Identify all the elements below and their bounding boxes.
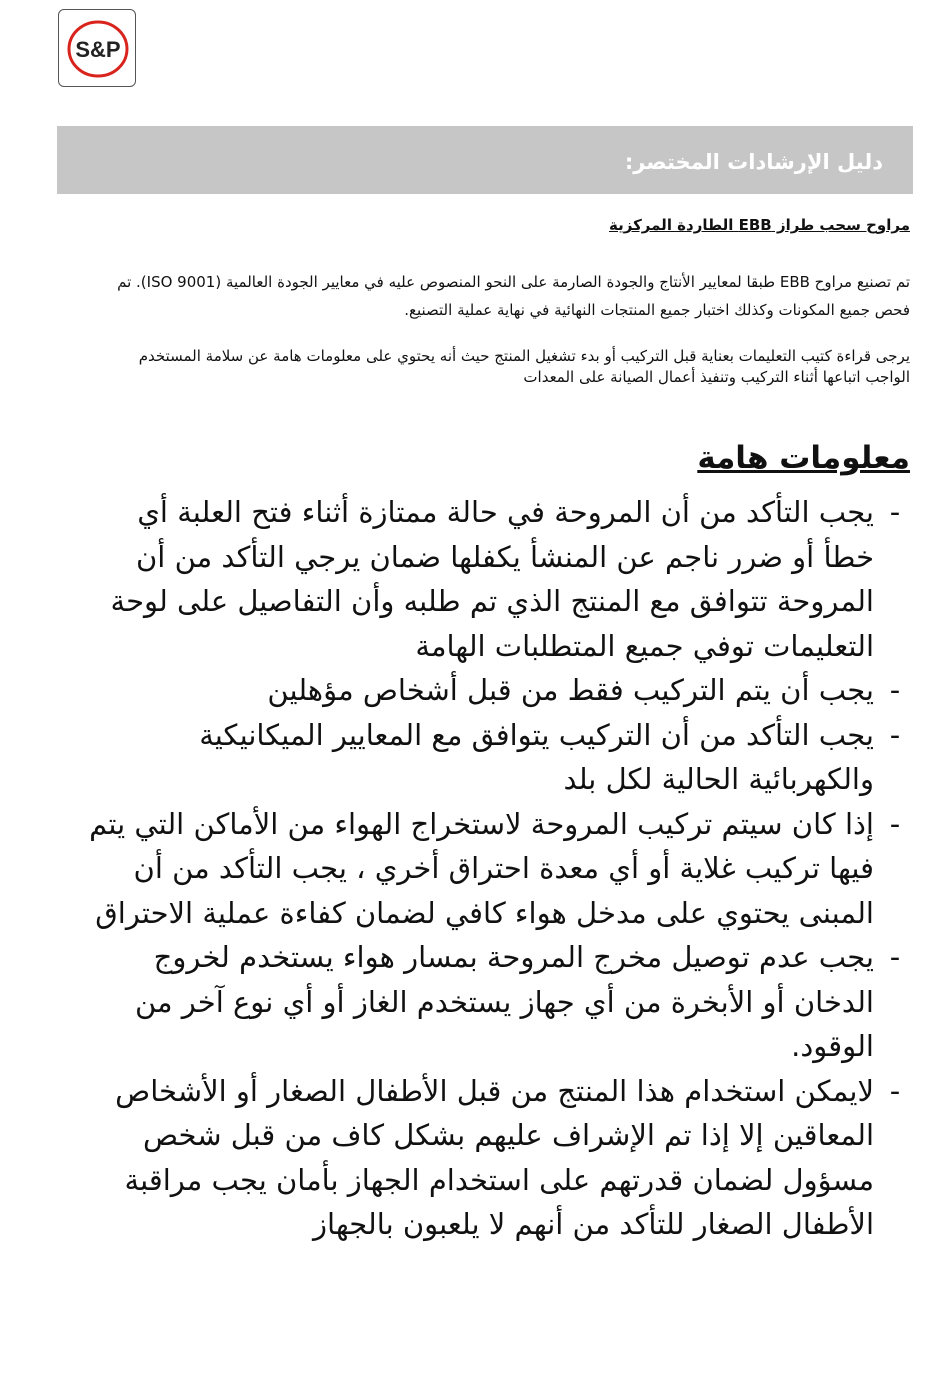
important-info-list (80, 490, 910, 1247)
list-item-text: لايمكن استخدام هذا المنتج من قبل الأطفال الصغار أو الأشخاص المعاقين إلا إذا تم الإشراف عليهم بشكل كاف من قبل شخص مسؤول لضمان قدرتهم على استخدام الجهاز بأمان يجب مراقبة الأطفال الصغار للتأكد من أنهم لا يلعبون بالجهاز (115, 1073, 874, 1241)
list-item (80, 713, 910, 802)
list-item (80, 935, 910, 1069)
important-info-heading: معلومات هامة (697, 440, 910, 476)
sp-logo-icon (59, 10, 137, 88)
intro-paragraph-instructions: يرجى قراءة كتيب التعليمات بعناية قبل التركيب أو بدء تشغيل المنتج حيث أنه يحتوي على معلومات هامة عن سلامة المستخدم الواجب اتباعها أثناء التركيب وتنفيذ أعمال الصيانة على المعدات (138, 347, 910, 386)
section-banner (57, 126, 913, 194)
bullet-dash: - (889, 495, 901, 529)
product-subtitle: مراوح سحب طراز EBB الطاردة المركزية (609, 216, 910, 234)
list-item-text: يجب التأكد من أن المروحة في حالة ممتازة أثناء فتح العلبة أي خطأ أو ضرر ناجم عن المنشأ يكفلها ضمان يرجي التأكد من أن المروحة تتوافق مع المنتج الذي تم طلبه وأن التفاصيل على لوحة التعليمات توفي جميع المتطلبات الهامة (110, 495, 874, 663)
list-item-text: يجب عدم توصيل مخرج المروحة بمسار هواء يستخدم لخروج الدخان أو الأبخرة من أي جهاز يستخدم الغاز أو أي نوع آخر من الوقود. (134, 940, 874, 1063)
list-item (80, 1069, 910, 1247)
logo-text: S&P (75, 37, 121, 62)
bullet-dash: - (889, 717, 901, 752)
bullet-dash: - (889, 806, 901, 841)
list-item-text: يجب التأكد من أن التركيب يتوافق مع المعايير الميكانيكية والكهربائية الحالية لكل بلد (199, 717, 874, 796)
bullet-dash: - (889, 940, 901, 974)
intro-paragraph-quality: تم تصنيع مراوح EBB طبقا لمعايير الأنتاج والجودة الصارمة على النحو المنصوص عليه في معايير الجودة العالمية (ISO 9001). تم فحص جميع المكونات وكذلك اختبار جميع المنتجات النهائية في نهاية عملية التصنيع. (117, 273, 910, 319)
bullet-dash: - (889, 1073, 901, 1108)
list-item (80, 802, 910, 936)
list-item (80, 668, 910, 713)
banner-title: دليل الإرشادات المختصر: (624, 150, 883, 174)
company-logo (58, 9, 136, 87)
bullet-dash: - (889, 673, 901, 707)
list-item-text: يجب أن يتم التركيب فقط من قبل أشخاص مؤهلين (267, 673, 874, 707)
list-item-text: إذا كان سيتم تركيب المروحة لاستخراج الهواء من الأماكن التي يتم فيها تركيب غلاية أو أي معدة احتراق أخري ، يجب التأكد من أن المبنى يحتوي على مدخل هواء كافي لضمان كفاءة عملية الاحتراق (89, 806, 874, 930)
list-item (80, 490, 910, 668)
